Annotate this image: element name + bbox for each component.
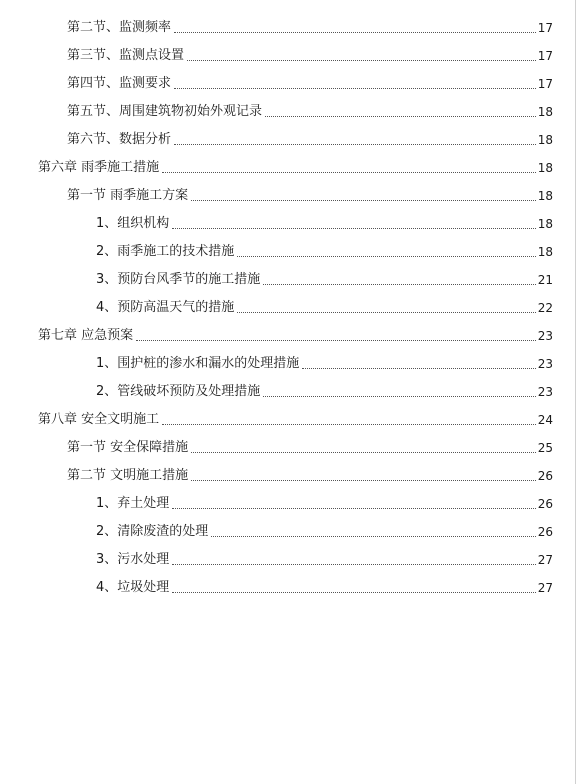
dot-leader [263, 395, 535, 397]
toc-entry[interactable] [96, 344, 553, 372]
toc-entry[interactable] [67, 176, 553, 204]
dot-leader [136, 339, 536, 341]
toc-entry-title: 4、垃圾处理 [96, 580, 170, 595]
dot-leader [172, 591, 535, 593]
toc-entry[interactable] [96, 512, 553, 540]
toc-entry-title: 3、预防台风季节的施工措施 [96, 272, 261, 287]
toc-entry-page: 18 [537, 217, 553, 231]
dot-leader [174, 143, 536, 145]
toc-entry[interactable] [67, 64, 553, 92]
toc-entry[interactable] [67, 120, 553, 148]
toc-entry-title: 第一节 安全保障措施 [67, 440, 189, 455]
toc-entry-page: 18 [537, 245, 553, 259]
toc-chapter-entry[interactable] [38, 400, 553, 428]
toc-entry-page: 17 [537, 49, 553, 63]
toc-entry-page: 17 [537, 21, 553, 35]
dot-leader [211, 535, 535, 537]
toc-entry-title: 第三节、监测点设置 [67, 48, 185, 63]
toc-entry-title: 第八章 安全文明施工 [38, 412, 160, 427]
toc-entry[interactable] [96, 568, 553, 596]
toc-entry-page: 26 [537, 469, 553, 483]
toc-entry[interactable] [67, 8, 553, 36]
toc-entry-title: 2、清除废渣的处理 [96, 524, 209, 539]
toc-entry[interactable] [67, 456, 553, 484]
toc-entry-page: 25 [537, 441, 553, 455]
dot-leader [263, 283, 535, 285]
toc-entry-title: 第六章 雨季施工措施 [38, 160, 160, 175]
toc-chapter-entry[interactable] [38, 148, 553, 176]
toc-entry-title: 第二节、监测频率 [67, 20, 172, 35]
toc-entry-page: 23 [537, 329, 553, 343]
toc-entry-page: 27 [537, 553, 553, 567]
toc-entry-title: 第六节、数据分析 [67, 132, 172, 147]
toc-entry-page: 21 [537, 273, 553, 287]
toc-entry-title: 第七章 应急预案 [38, 328, 134, 343]
page-edge [575, 0, 576, 784]
toc-entry-title: 2、雨季施工的技术措施 [96, 244, 235, 259]
dot-leader [237, 255, 535, 257]
toc-entry-page: 18 [537, 161, 553, 175]
toc-entry[interactable] [96, 288, 553, 316]
toc-entry[interactable] [67, 36, 553, 64]
dot-leader [172, 507, 535, 509]
toc-entry[interactable] [96, 372, 553, 400]
toc-entry-page: 22 [537, 301, 553, 315]
dot-leader [191, 199, 536, 201]
toc-entry[interactable] [96, 540, 553, 568]
dot-leader [187, 59, 536, 61]
toc-entry-title: 2、管线破坏预防及处理措施 [96, 384, 261, 399]
dot-leader [162, 423, 536, 425]
dot-leader [302, 367, 535, 369]
dot-leader [265, 115, 536, 117]
toc-entry-page: 24 [537, 413, 553, 427]
dot-leader [174, 31, 536, 33]
dot-leader [237, 311, 535, 313]
toc-entry-title: 1、组织机构 [96, 216, 170, 231]
toc-entry-page: 23 [537, 357, 553, 371]
toc-entry[interactable] [67, 428, 553, 456]
toc-entry[interactable] [96, 260, 553, 288]
toc-entry-page: 17 [537, 77, 553, 91]
toc-entry-page: 27 [537, 581, 553, 595]
toc-entry-title: 第五节、周围建筑物初始外观记录 [67, 104, 263, 119]
toc-entry-page: 18 [537, 189, 553, 203]
dot-leader [172, 227, 535, 229]
dot-leader [162, 171, 536, 173]
toc-entry-title: 1、弃土处理 [96, 496, 170, 511]
toc-entry-title: 4、预防高温天气的措施 [96, 300, 235, 315]
dot-leader [172, 563, 535, 565]
dot-leader [191, 451, 536, 453]
toc-entry[interactable] [96, 484, 553, 512]
toc-entry[interactable] [96, 232, 553, 260]
toc-entry[interactable] [96, 204, 553, 232]
toc-entry-title: 1、围护桩的渗水和漏水的处理措施 [96, 356, 300, 371]
toc-entry-page: 26 [537, 497, 553, 511]
toc-entry-page: 26 [537, 525, 553, 539]
toc-entry-page: 18 [537, 105, 553, 119]
toc-entry-title: 3、污水处理 [96, 552, 170, 567]
dot-leader [191, 479, 536, 481]
toc-entry-page: 18 [537, 133, 553, 147]
toc-entry[interactable] [67, 92, 553, 120]
toc-chapter-entry[interactable] [38, 316, 553, 344]
toc-entry-page: 23 [537, 385, 553, 399]
dot-leader [174, 87, 536, 89]
toc-entry-title: 第四节、监测要求 [67, 76, 172, 91]
toc-entry-title: 第二节 文明施工措施 [67, 468, 189, 483]
toc-entry-title: 第一节 雨季施工方案 [67, 188, 189, 203]
